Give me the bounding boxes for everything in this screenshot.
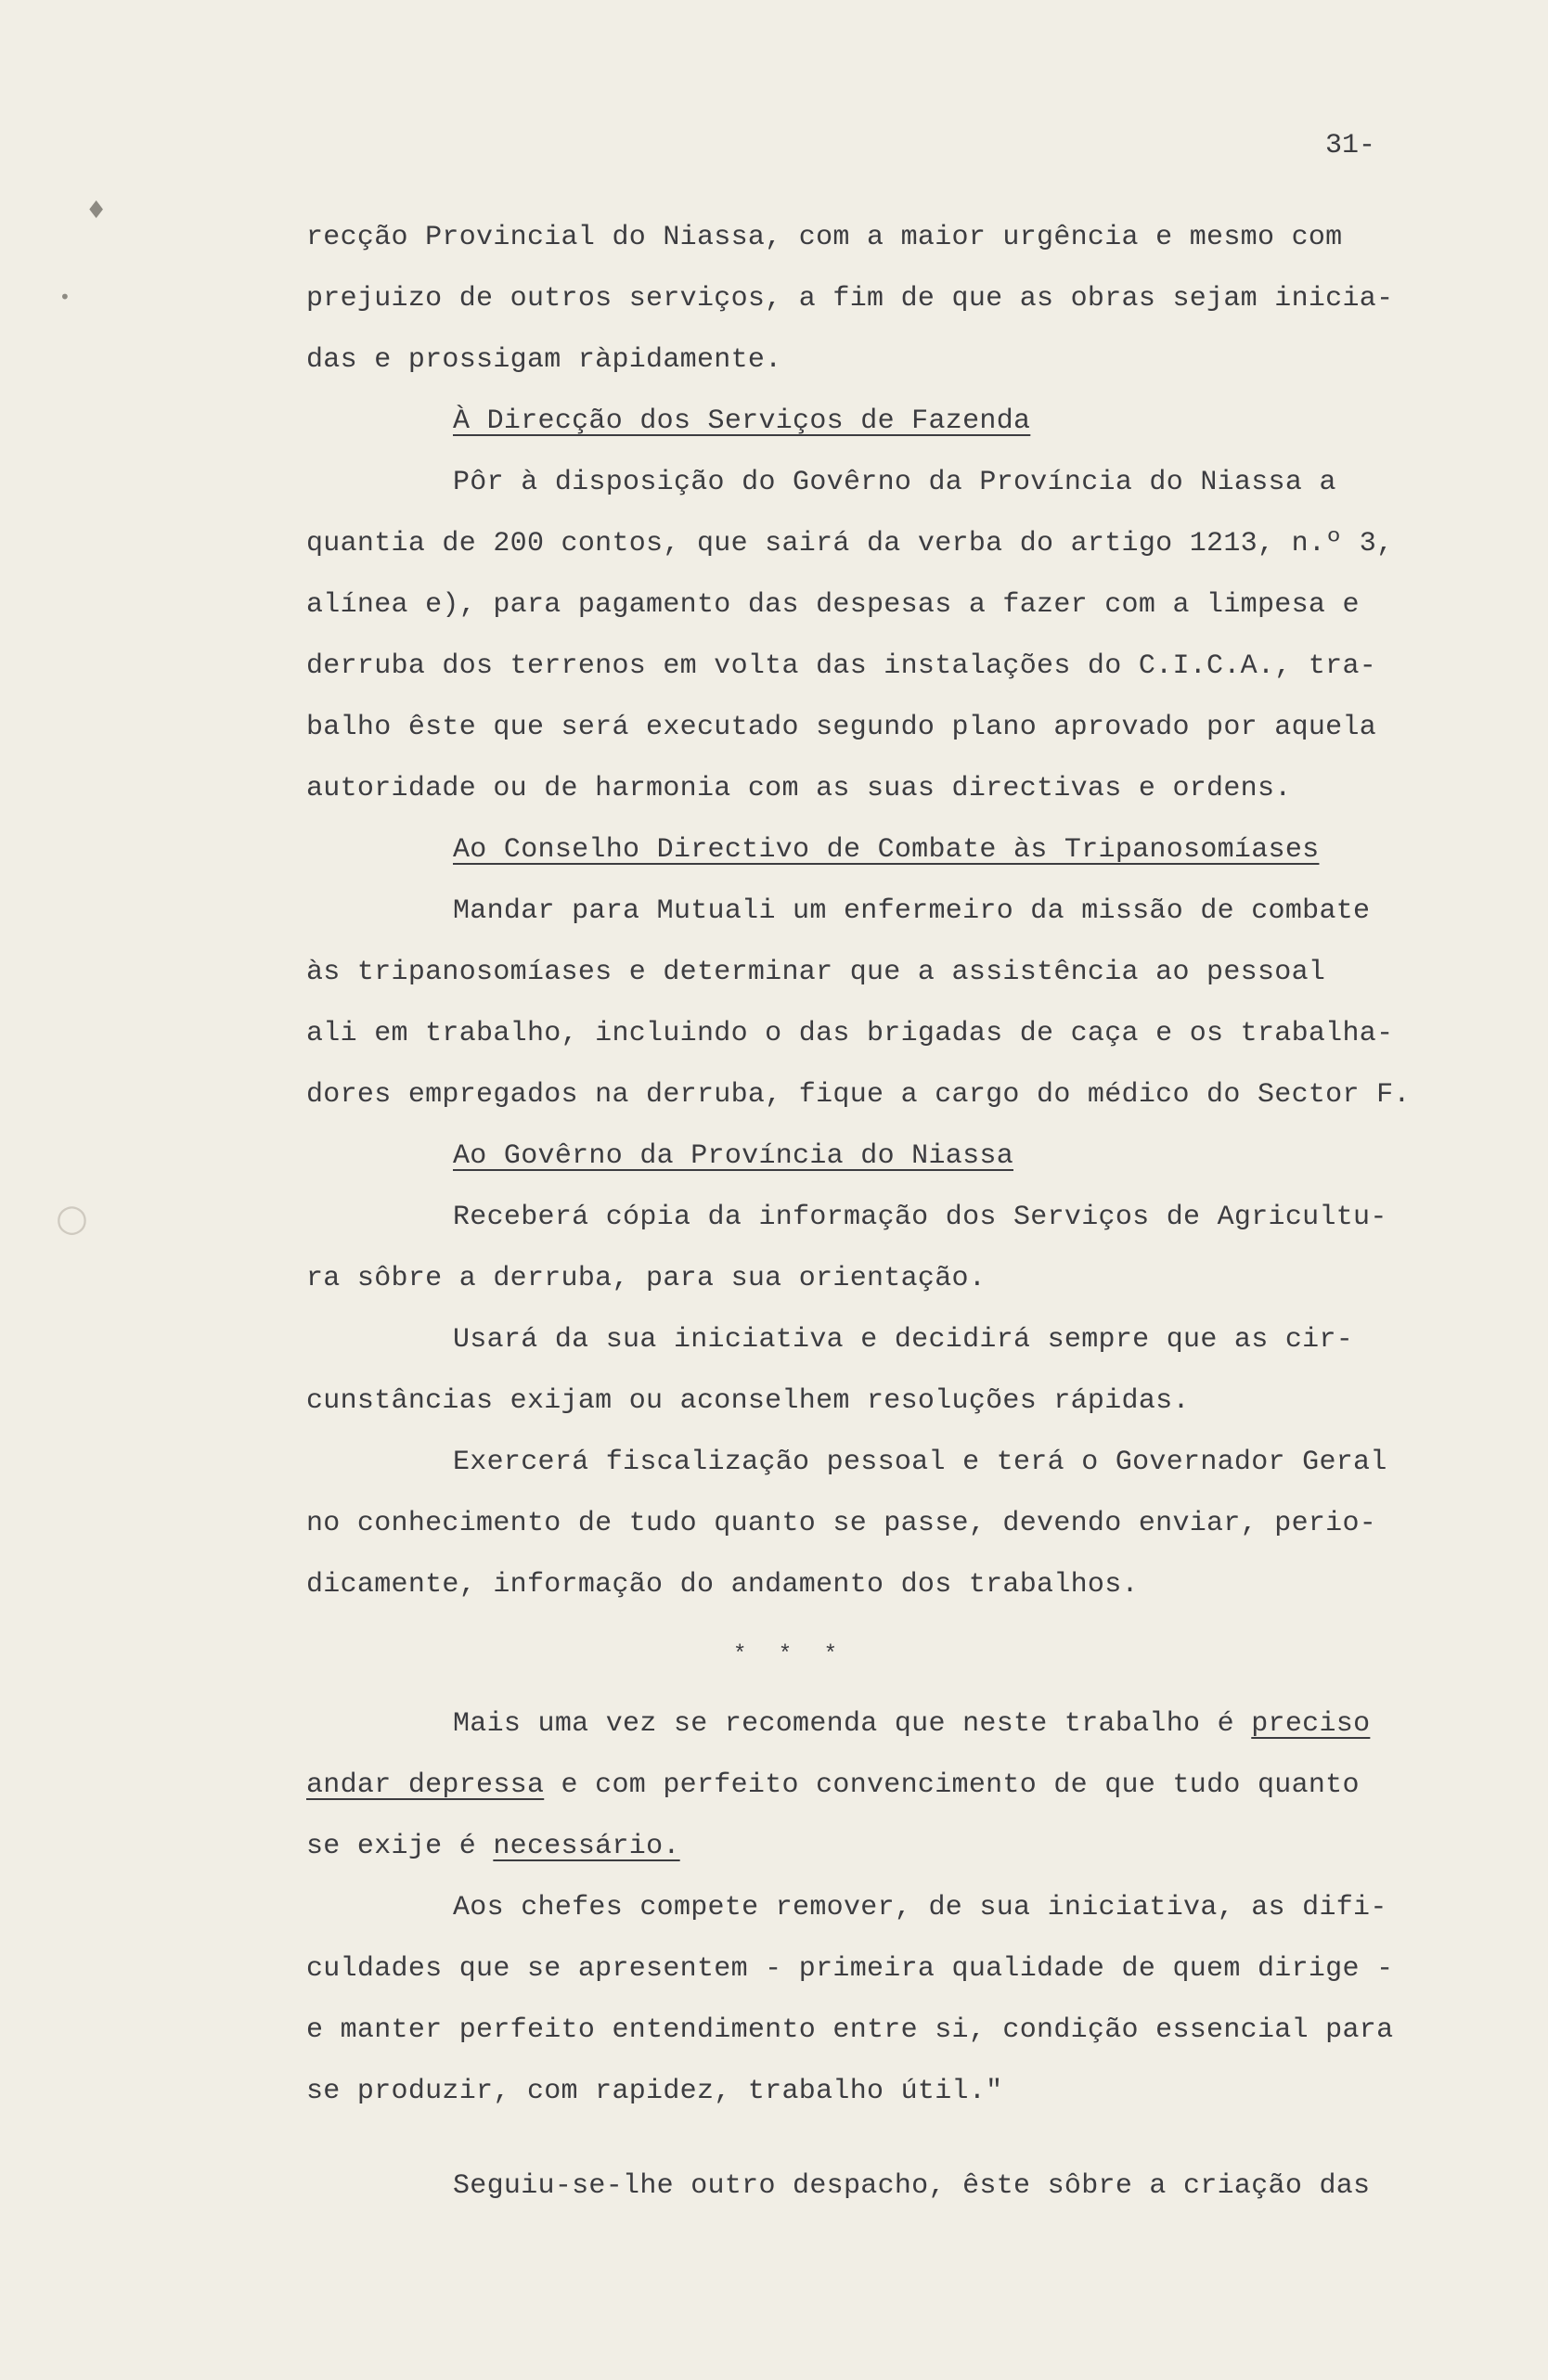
text-segment: Mais uma vez se recomenda que neste trabalho é [453, 1708, 1252, 1740]
emphasis-necessario: necessário. [493, 1831, 680, 1862]
text-line: ra sôbre a derruba, para sua orientação. [306, 1263, 987, 1294]
text-line: prejuizo de outros serviços, a fim de que as obras sejam inicia- [306, 283, 1394, 315]
text-line: Mandar para Mutuali um enfermeiro da missão de combate [453, 895, 1371, 927]
page-number: 31- [1325, 130, 1376, 161]
text-line: Exercerá fiscalização pessoal e terá o Governador Geral [453, 1447, 1387, 1478]
text-line [306, 1828, 680, 1865]
section-heading-governo: Ao Govêrno da Província do Niassa [453, 1140, 1013, 1172]
text-line: ali em trabalho, incluindo o das brigadas de caça e os trabalha- [306, 1018, 1394, 1049]
text-line: quantia de 200 contos, que sairá da verba do artigo 1213, n.º 3, [306, 528, 1394, 560]
text-line: Receberá cópia da informação dos Serviços de Agricultu- [453, 1202, 1387, 1233]
text-line: e manter perfeito entendimento entre si, condição essencial para [306, 2014, 1394, 2046]
text-line [453, 1705, 1370, 1743]
text-segment: e com perfeito convencimento de que tudo quanto [544, 1769, 1360, 1801]
margin-mark-2: • [59, 286, 71, 308]
text-segment: se exije é [306, 1831, 494, 1862]
section-heading-conselho: Ao Conselho Directivo de Combate às Tripanosomíases [453, 834, 1320, 866]
text-line: dicamente, informação do andamento dos trabalhos. [306, 1569, 1139, 1601]
text-line: no conhecimento de tudo quanto se passe, devendo enviar, perio- [306, 1508, 1377, 1539]
text-line: às tripanosomíases e determinar que a assistência ao pessoal [306, 957, 1326, 988]
text-line: autoridade ou de harmonia com as suas directivas e ordens. [306, 773, 1292, 804]
text-line: derruba dos terrenos em volta das instalações do C.I.C.A., tra- [306, 650, 1377, 682]
text-line: recção Provincial do Niassa, com a maior urgência e mesmo com [306, 222, 1343, 253]
margin-mark-3: ○ [56, 1197, 88, 1240]
section-heading-fazenda: À Direcção dos Serviços de Fazenda [453, 405, 1031, 437]
section-separator: * * * [733, 1642, 847, 1667]
text-line: cunstâncias exijam ou aconselhem resoluções rápidas. [306, 1385, 1190, 1417]
emphasis-preciso: preciso [1251, 1708, 1371, 1740]
text-line: dores empregados na derruba, fique a cargo do médico do Sector F. [306, 1079, 1411, 1111]
text-line: das e prossigam ràpidamente. [306, 344, 782, 376]
emphasis-andar-depressa: andar depressa [306, 1769, 545, 1801]
margin-mark-1: ♦ [85, 197, 108, 225]
text-line [306, 1767, 1360, 1804]
text-line: Usará da sua iniciativa e decidirá sempre que as cir- [453, 1324, 1354, 1356]
text-line: culdades que se apresentem - primeira qualidade de quem dirige - [306, 1953, 1394, 1985]
text-line: balho êste que será executado segundo plano aprovado por aquela [306, 712, 1377, 743]
text-line: Pôr à disposição do Govêrno da Província do Niassa a [453, 467, 1336, 498]
text-line: Aos chefes compete remover, de sua iniciativa, as difi- [453, 1892, 1387, 1923]
text-line: Seguiu-se-lhe outro despacho, êste sôbre a criação das [453, 2170, 1371, 2202]
text-line: alínea e), para pagamento das despesas a fazer com a limpesa e [306, 589, 1360, 621]
text-line: se produzir, com rapidez, trabalho útil." [306, 2076, 1003, 2107]
